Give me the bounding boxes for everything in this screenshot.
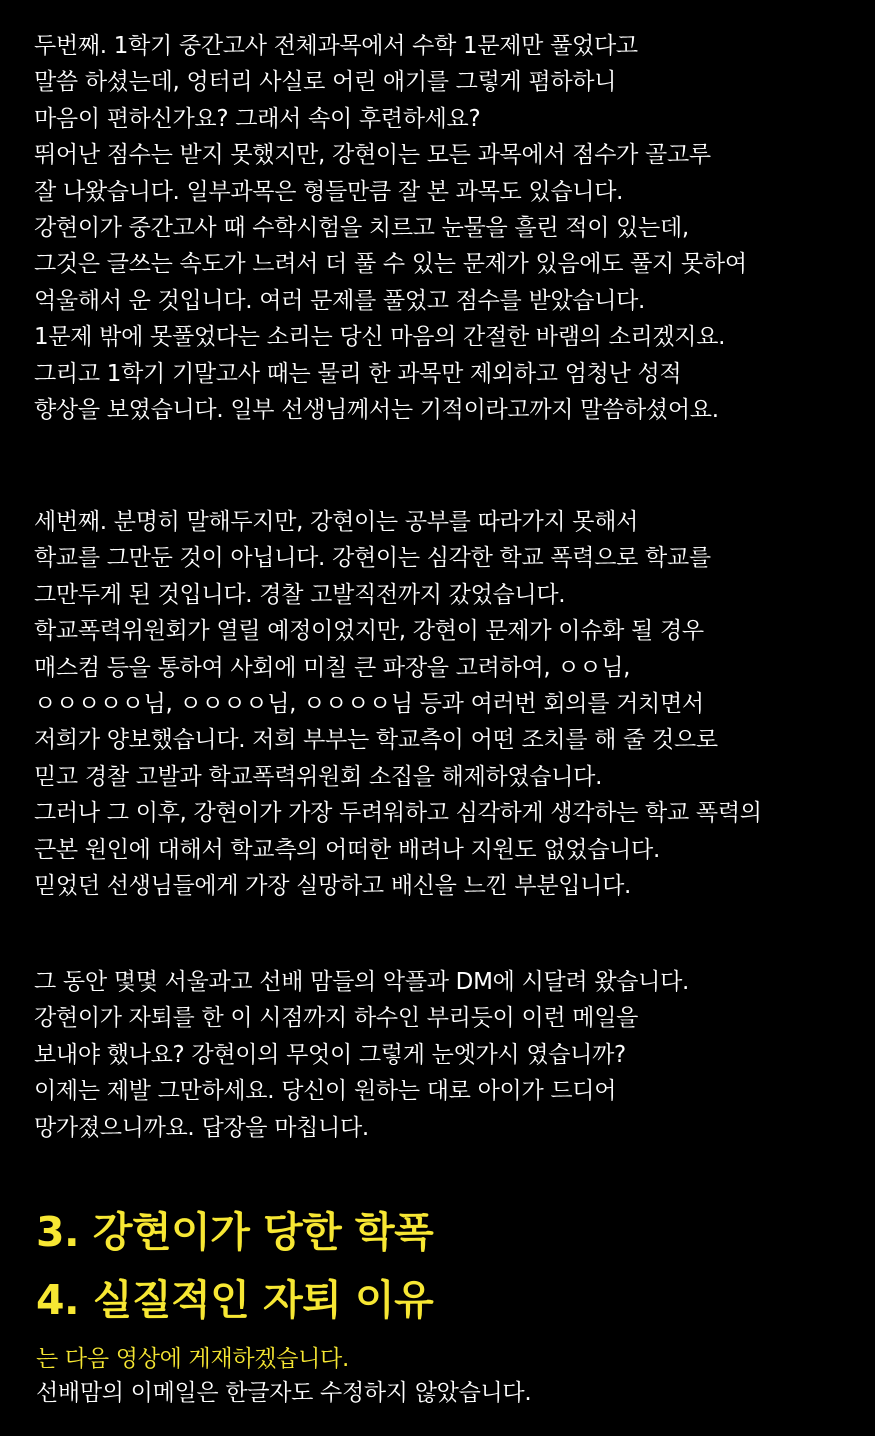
text-line: 이제는 제발 그만하세요. 당신이 원하는 대로 아이가 드디어 (34, 1078, 617, 1105)
text-line: 강현이가 자퇴를 한 이 시점까지 하수인 부리듯이 이런 메일을 (34, 1005, 639, 1032)
heading-school-violence: 3. 강현이가 당한 학폭 (36, 1208, 434, 1256)
text-line: 믿었던 선생님들에게 가장 실망하고 배신을 느낀 부분입니다. (34, 873, 632, 900)
text-line: 그만두게 된 것입니다. 경찰 고발직전까지 갔었습니다. (34, 581, 566, 608)
text-line: 저희가 양보했습니다. 저희 부부는 학교측이 어떤 조치를 해 줄 것으로 (34, 727, 718, 754)
heading-dropout-reason: 4. 실질적인 자퇴 이유 (36, 1276, 434, 1324)
closing-white-line: 선배맘의 이메일은 한글자도 수정하지 않았습니다. (36, 1380, 532, 1406)
text-line: 말씀 하셨는데, 엉터리 사실로 어린 애기를 그렇게 폄하하니 (34, 69, 617, 96)
text-line: 학교폭력위원회가 열릴 예정이었지만, 강현이 문제가 이슈화 될 경우 (34, 618, 704, 645)
text-line: 그리고 1학기 기말고사 때는 물리 한 과목만 제외하고 엄청난 성적 (34, 360, 682, 387)
paragraph-third-point (34, 504, 854, 904)
text-line: ㅇㅇㅇㅇㅇ님, ㅇㅇㅇㅇ님, ㅇㅇㅇㅇ님 등과 여러번 회의를 거치면서 (34, 691, 704, 718)
text-line: 잘 나왔습니다. 일부과목은 형들만큼 잘 본 과목도 있습니다. (34, 178, 624, 205)
text-line: 강현이가 중간고사 때 수학시험을 치르고 눈물을 흘린 적이 있는데, (34, 215, 689, 242)
text-line: 그것은 글쓰는 속도가 느려서 더 풀 수 있는 문제가 있음에도 풀지 못하여 (34, 251, 747, 278)
text-line: 뛰어난 점수는 받지 못했지만, 강현이는 모든 과목에서 점수가 골고루 (34, 142, 711, 169)
text-line: 세번째. 분명히 말해두지만, 강현이는 공부를 따라가지 못해서 (34, 509, 639, 535)
text-line: 억울해서 운 것입니다. 여러 문제를 풀었고 점수를 받았습니다. (34, 287, 646, 314)
text-line: 그러나 그 이후, 강현이가 가장 두려워하고 심각하게 생각하는 학교 폭력의 (34, 800, 762, 827)
text-line: 1문제 밖에 못풀었다는 소리는 당신 마음의 간절한 바램의 소리겠지요. (34, 324, 726, 351)
text-line: 향상을 보였습니다. 일부 선생님께서는 기적이라고까지 말씀하셨어요. (34, 397, 719, 424)
text-line: 마음이 편하신가요? 그래서 속이 후련하세요? (34, 105, 481, 132)
text-line: 두번째. 1학기 중간고사 전체과목에서 수학 1문제만 풀었다고 (34, 33, 638, 59)
paragraph-second-point (34, 28, 854, 428)
text-line: 보내야 했나요? 강현이의 무엇이 그렇게 눈엣가시 였습니까? (34, 1041, 626, 1068)
closing-notice (36, 1342, 856, 1410)
text-line: 망가졌으니까요. 답장을 마칩니다. (34, 1114, 369, 1141)
text-line: 매스컴 등을 통하여 사회에 미칠 큰 파장을 고려하여, ㅇㅇ님, (34, 654, 631, 681)
text-line: 근본 원인에 대해서 학교측의 어떠한 배려나 지원도 없었습니다. (34, 836, 660, 863)
text-line: 학교를 그만둔 것이 아닙니다. 강현이는 심각한 학교 폭력으로 학교를 (34, 545, 711, 572)
text-line: 그 동안 몇몇 서울과고 선배 맘들의 악플과 DM에 시달려 왔습니다. (34, 969, 690, 995)
closing-yellow-line: 는 다음 영상에 게재하겠습니다. (36, 1346, 349, 1372)
paragraph-final (34, 964, 854, 1146)
text-line: 믿고 경찰 고발과 학교폭력위원회 소집을 해제하였습니다. (34, 763, 603, 790)
highlight-headings (36, 1198, 856, 1334)
